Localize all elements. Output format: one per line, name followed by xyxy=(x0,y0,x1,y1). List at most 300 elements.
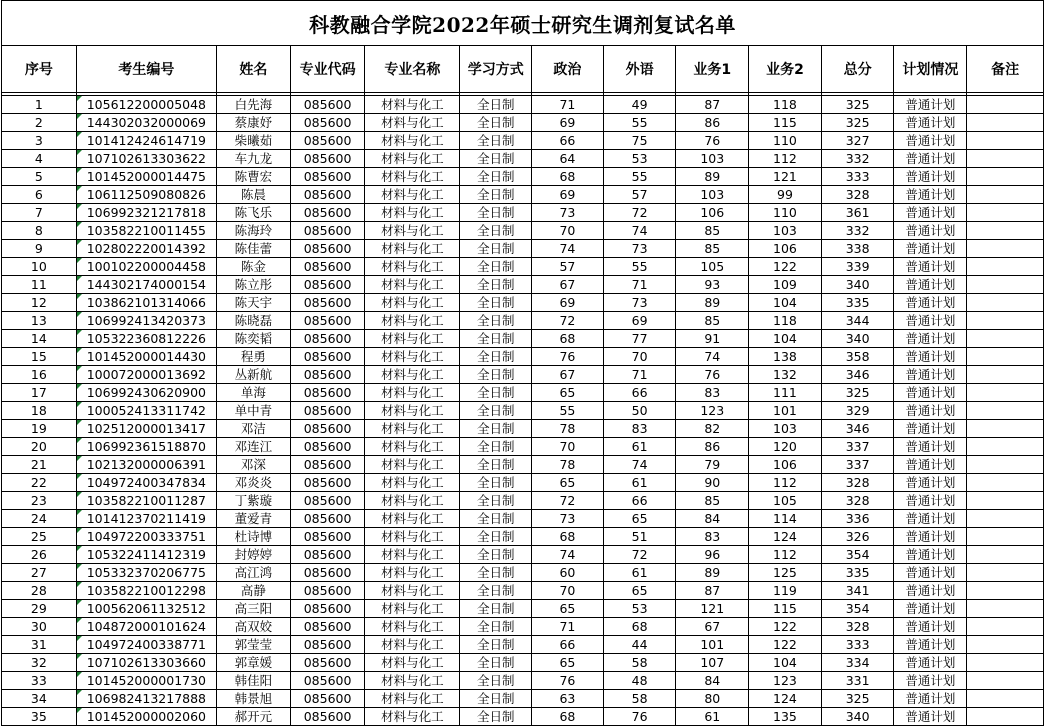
cell-name[interactable]: 高江鸿 xyxy=(217,564,291,582)
header-study-mode[interactable]: 学习方式 xyxy=(460,46,532,93)
cell-subject-2[interactable]: 106 xyxy=(749,456,822,474)
cell-total[interactable]: 337 xyxy=(821,438,894,456)
cell-politics[interactable]: 64 xyxy=(532,150,604,168)
cell-remarks[interactable] xyxy=(967,240,1044,258)
cell-major-name[interactable]: 材料与化工 xyxy=(365,222,460,240)
cell-total[interactable]: 346 xyxy=(821,420,894,438)
cell-plan[interactable]: 普通计划 xyxy=(894,366,967,384)
cell-major-code[interactable]: 085600 xyxy=(290,294,365,312)
cell-subject-2[interactable]: 112 xyxy=(749,150,822,168)
cell-index[interactable]: 30 xyxy=(2,618,77,636)
cell-subject-1[interactable]: 87 xyxy=(676,582,749,600)
cell-foreign-language[interactable]: 74 xyxy=(603,456,676,474)
cell-major-code[interactable]: 085600 xyxy=(290,168,365,186)
cell-study-mode[interactable]: 全日制 xyxy=(460,474,532,492)
cell-foreign-language[interactable]: 73 xyxy=(603,294,676,312)
cell-major-code[interactable]: 085600 xyxy=(290,240,365,258)
cell-subject-1[interactable]: 91 xyxy=(676,330,749,348)
cell-major-code[interactable]: 085600 xyxy=(290,384,365,402)
cell-index[interactable]: 16 xyxy=(2,366,77,384)
cell-name[interactable]: 邓连江 xyxy=(217,438,291,456)
cell-study-mode[interactable]: 全日制 xyxy=(460,348,532,366)
header-plan[interactable]: 计划情况 xyxy=(894,46,967,93)
cell-major-code[interactable]: 085600 xyxy=(290,348,365,366)
cell-remarks[interactable] xyxy=(967,672,1044,690)
cell-total[interactable]: 344 xyxy=(821,312,894,330)
cell-major-name[interactable]: 材料与化工 xyxy=(365,150,460,168)
cell-subject-2[interactable]: 123 xyxy=(749,672,822,690)
cell-plan[interactable]: 普通计划 xyxy=(894,132,967,150)
cell-subject-2[interactable]: 110 xyxy=(749,204,822,222)
cell-exam-id[interactable]: 103582210012298 xyxy=(76,582,216,600)
cell-total[interactable]: 333 xyxy=(821,636,894,654)
cell-major-code[interactable]: 085600 xyxy=(290,618,365,636)
cell-exam-id[interactable]: 104972400347834 xyxy=(76,474,216,492)
cell-index[interactable]: 13 xyxy=(2,312,77,330)
cell-foreign-language[interactable]: 49 xyxy=(603,96,676,114)
cell-index[interactable]: 23 xyxy=(2,492,77,510)
cell-politics[interactable]: 65 xyxy=(532,474,604,492)
cell-subject-1[interactable]: 103 xyxy=(676,186,749,204)
cell-subject-2[interactable]: 122 xyxy=(749,636,822,654)
cell-study-mode[interactable]: 全日制 xyxy=(460,240,532,258)
cell-subject-2[interactable]: 109 xyxy=(749,276,822,294)
cell-major-name[interactable]: 材料与化工 xyxy=(365,672,460,690)
cell-major-name[interactable]: 材料与化工 xyxy=(365,204,460,222)
cell-name[interactable]: 陈海玲 xyxy=(217,222,291,240)
cell-exam-id[interactable]: 100052413311742 xyxy=(76,402,216,420)
cell-foreign-language[interactable]: 66 xyxy=(603,492,676,510)
cell-subject-1[interactable]: 83 xyxy=(676,384,749,402)
cell-major-code[interactable]: 085600 xyxy=(290,150,365,168)
cell-index[interactable]: 34 xyxy=(2,690,77,708)
header-total[interactable]: 总分 xyxy=(821,46,894,93)
cell-remarks[interactable] xyxy=(967,276,1044,294)
cell-exam-id[interactable]: 101452000001730 xyxy=(76,672,216,690)
cell-subject-2[interactable]: 138 xyxy=(749,348,822,366)
cell-index[interactable]: 15 xyxy=(2,348,77,366)
cell-exam-id[interactable]: 100102200004458 xyxy=(76,258,216,276)
cell-subject-2[interactable]: 112 xyxy=(749,474,822,492)
cell-subject-2[interactable]: 104 xyxy=(749,654,822,672)
cell-exam-id[interactable]: 104872000101624 xyxy=(76,618,216,636)
cell-remarks[interactable] xyxy=(967,402,1044,420)
cell-total[interactable]: 328 xyxy=(821,618,894,636)
cell-study-mode[interactable]: 全日制 xyxy=(460,420,532,438)
cell-plan[interactable]: 普通计划 xyxy=(894,600,967,618)
cell-index[interactable]: 17 xyxy=(2,384,77,402)
cell-index[interactable]: 26 xyxy=(2,546,77,564)
cell-index[interactable]: 21 xyxy=(2,456,77,474)
cell-major-name[interactable]: 材料与化工 xyxy=(365,528,460,546)
cell-study-mode[interactable]: 全日制 xyxy=(460,258,532,276)
cell-study-mode[interactable]: 全日制 xyxy=(460,276,532,294)
cell-major-name[interactable]: 材料与化工 xyxy=(365,402,460,420)
cell-plan[interactable]: 普通计划 xyxy=(894,348,967,366)
cell-subject-1[interactable]: 82 xyxy=(676,420,749,438)
cell-plan[interactable]: 普通计划 xyxy=(894,510,967,528)
cell-major-name[interactable]: 材料与化工 xyxy=(365,420,460,438)
cell-index[interactable]: 11 xyxy=(2,276,77,294)
cell-remarks[interactable] xyxy=(967,294,1044,312)
cell-plan[interactable]: 普通计划 xyxy=(894,294,967,312)
cell-study-mode[interactable]: 全日制 xyxy=(460,438,532,456)
cell-major-code[interactable]: 085600 xyxy=(290,114,365,132)
cell-foreign-language[interactable]: 55 xyxy=(603,114,676,132)
cell-subject-1[interactable]: 86 xyxy=(676,114,749,132)
cell-exam-id[interactable]: 102802220014392 xyxy=(76,240,216,258)
cell-index[interactable]: 9 xyxy=(2,240,77,258)
cell-remarks[interactable] xyxy=(967,690,1044,708)
cell-name[interactable]: 邓洁 xyxy=(217,420,291,438)
cell-total[interactable]: 329 xyxy=(821,402,894,420)
cell-major-code[interactable]: 085600 xyxy=(290,654,365,672)
cell-politics[interactable]: 70 xyxy=(532,222,604,240)
cell-major-code[interactable]: 085600 xyxy=(290,708,365,726)
cell-study-mode[interactable]: 全日制 xyxy=(460,186,532,204)
cell-politics[interactable]: 73 xyxy=(532,510,604,528)
cell-name[interactable]: 陈飞乐 xyxy=(217,204,291,222)
cell-politics[interactable]: 73 xyxy=(532,204,604,222)
cell-major-name[interactable]: 材料与化工 xyxy=(365,312,460,330)
cell-total[interactable]: 335 xyxy=(821,294,894,312)
cell-foreign-language[interactable]: 68 xyxy=(603,618,676,636)
cell-plan[interactable]: 普通计划 xyxy=(894,168,967,186)
cell-plan[interactable]: 普通计划 xyxy=(894,420,967,438)
cell-subject-1[interactable]: 74 xyxy=(676,348,749,366)
cell-major-name[interactable]: 材料与化工 xyxy=(365,618,460,636)
cell-index[interactable]: 14 xyxy=(2,330,77,348)
cell-subject-2[interactable]: 119 xyxy=(749,582,822,600)
cell-major-name[interactable]: 材料与化工 xyxy=(365,564,460,582)
cell-major-name[interactable]: 材料与化工 xyxy=(365,510,460,528)
cell-major-code[interactable]: 085600 xyxy=(290,222,365,240)
cell-remarks[interactable] xyxy=(967,456,1044,474)
cell-remarks[interactable] xyxy=(967,510,1044,528)
cell-name[interactable]: 杜诗博 xyxy=(217,528,291,546)
header-subject-2[interactable]: 业务2 xyxy=(749,46,822,93)
cell-total[interactable]: 339 xyxy=(821,258,894,276)
cell-subject-2[interactable]: 104 xyxy=(749,294,822,312)
cell-foreign-language[interactable]: 55 xyxy=(603,258,676,276)
cell-study-mode[interactable]: 全日制 xyxy=(460,384,532,402)
cell-foreign-language[interactable]: 73 xyxy=(603,240,676,258)
cell-politics[interactable]: 68 xyxy=(532,528,604,546)
cell-index[interactable]: 24 xyxy=(2,510,77,528)
cell-study-mode[interactable]: 全日制 xyxy=(460,690,532,708)
cell-study-mode[interactable]: 全日制 xyxy=(460,456,532,474)
cell-foreign-language[interactable]: 77 xyxy=(603,330,676,348)
cell-subject-1[interactable]: 76 xyxy=(676,132,749,150)
cell-name[interactable]: 邓炎炎 xyxy=(217,474,291,492)
cell-index[interactable]: 22 xyxy=(2,474,77,492)
cell-total[interactable]: 335 xyxy=(821,564,894,582)
cell-politics[interactable]: 74 xyxy=(532,240,604,258)
cell-plan[interactable]: 普通计划 xyxy=(894,438,967,456)
cell-plan[interactable]: 普通计划 xyxy=(894,402,967,420)
cell-subject-2[interactable]: 111 xyxy=(749,384,822,402)
cell-major-name[interactable]: 材料与化工 xyxy=(365,708,460,726)
cell-remarks[interactable] xyxy=(967,132,1044,150)
cell-name[interactable]: 陈晓磊 xyxy=(217,312,291,330)
cell-major-code[interactable]: 085600 xyxy=(290,600,365,618)
cell-remarks[interactable] xyxy=(967,582,1044,600)
cell-index[interactable]: 3 xyxy=(2,132,77,150)
cell-total[interactable]: 328 xyxy=(821,492,894,510)
cell-exam-id[interactable]: 105322411412319 xyxy=(76,546,216,564)
cell-major-code[interactable]: 085600 xyxy=(290,582,365,600)
cell-plan[interactable]: 普通计划 xyxy=(894,618,967,636)
cell-foreign-language[interactable]: 51 xyxy=(603,528,676,546)
header-politics[interactable]: 政治 xyxy=(532,46,604,93)
cell-exam-id[interactable]: 107102613303660 xyxy=(76,654,216,672)
cell-major-name[interactable]: 材料与化工 xyxy=(365,258,460,276)
cell-exam-id[interactable]: 101412370211419 xyxy=(76,510,216,528)
cell-subject-2[interactable]: 122 xyxy=(749,618,822,636)
cell-subject-1[interactable]: 96 xyxy=(676,546,749,564)
cell-politics[interactable]: 70 xyxy=(532,438,604,456)
cell-major-code[interactable]: 085600 xyxy=(290,438,365,456)
cell-subject-2[interactable]: 120 xyxy=(749,438,822,456)
cell-total[interactable]: 341 xyxy=(821,582,894,600)
cell-major-code[interactable]: 085600 xyxy=(290,330,365,348)
cell-foreign-language[interactable]: 50 xyxy=(603,402,676,420)
cell-major-code[interactable]: 085600 xyxy=(290,564,365,582)
cell-major-name[interactable]: 材料与化工 xyxy=(365,384,460,402)
cell-foreign-language[interactable]: 48 xyxy=(603,672,676,690)
cell-foreign-language[interactable]: 74 xyxy=(603,222,676,240)
cell-foreign-language[interactable]: 61 xyxy=(603,474,676,492)
cell-total[interactable]: 325 xyxy=(821,690,894,708)
cell-exam-id[interactable]: 106992321217818 xyxy=(76,204,216,222)
cell-major-code[interactable]: 085600 xyxy=(290,186,365,204)
cell-politics[interactable]: 76 xyxy=(532,672,604,690)
header-exam-id[interactable]: 考生编号 xyxy=(76,46,216,93)
cell-remarks[interactable] xyxy=(967,420,1044,438)
cell-name[interactable]: 韩佳阳 xyxy=(217,672,291,690)
cell-subject-2[interactable]: 114 xyxy=(749,510,822,528)
cell-plan[interactable]: 普通计划 xyxy=(894,654,967,672)
cell-remarks[interactable] xyxy=(967,618,1044,636)
cell-major-name[interactable]: 材料与化工 xyxy=(365,330,460,348)
cell-index[interactable]: 29 xyxy=(2,600,77,618)
cell-study-mode[interactable]: 全日制 xyxy=(460,114,532,132)
cell-subject-2[interactable]: 104 xyxy=(749,330,822,348)
cell-major-name[interactable]: 材料与化工 xyxy=(365,186,460,204)
cell-study-mode[interactable]: 全日制 xyxy=(460,492,532,510)
cell-politics[interactable]: 70 xyxy=(532,582,604,600)
cell-subject-1[interactable]: 93 xyxy=(676,276,749,294)
cell-total[interactable]: 325 xyxy=(821,114,894,132)
cell-remarks[interactable] xyxy=(967,528,1044,546)
cell-major-name[interactable]: 材料与化工 xyxy=(365,438,460,456)
cell-politics[interactable]: 69 xyxy=(532,114,604,132)
header-remarks[interactable]: 备注 xyxy=(967,46,1044,93)
cell-major-name[interactable]: 材料与化工 xyxy=(365,276,460,294)
cell-subject-1[interactable]: 89 xyxy=(676,294,749,312)
cell-name[interactable]: 程勇 xyxy=(217,348,291,366)
cell-foreign-language[interactable]: 57 xyxy=(603,186,676,204)
cell-foreign-language[interactable]: 75 xyxy=(603,132,676,150)
cell-remarks[interactable] xyxy=(967,114,1044,132)
cell-remarks[interactable] xyxy=(967,438,1044,456)
cell-exam-id[interactable]: 103862101314066 xyxy=(76,294,216,312)
cell-remarks[interactable] xyxy=(967,564,1044,582)
cell-study-mode[interactable]: 全日制 xyxy=(460,204,532,222)
cell-total[interactable]: 338 xyxy=(821,240,894,258)
cell-politics[interactable]: 76 xyxy=(532,348,604,366)
cell-politics[interactable]: 69 xyxy=(532,294,604,312)
cell-study-mode[interactable]: 全日制 xyxy=(460,600,532,618)
cell-subject-2[interactable]: 118 xyxy=(749,312,822,330)
cell-major-name[interactable]: 材料与化工 xyxy=(365,366,460,384)
cell-name[interactable]: 车九龙 xyxy=(217,150,291,168)
header-index[interactable]: 序号 xyxy=(2,46,77,93)
cell-name[interactable]: 郭莹莹 xyxy=(217,636,291,654)
cell-subject-2[interactable]: 112 xyxy=(749,546,822,564)
cell-remarks[interactable] xyxy=(967,492,1044,510)
cell-name[interactable]: 高双姣 xyxy=(217,618,291,636)
cell-name[interactable]: 蔡康妤 xyxy=(217,114,291,132)
cell-politics[interactable]: 67 xyxy=(532,276,604,294)
cell-remarks[interactable] xyxy=(967,204,1044,222)
cell-exam-id[interactable]: 103582210011455 xyxy=(76,222,216,240)
cell-subject-1[interactable]: 61 xyxy=(676,708,749,726)
cell-exam-id[interactable]: 103582210011287 xyxy=(76,492,216,510)
cell-politics[interactable]: 63 xyxy=(532,690,604,708)
cell-index[interactable]: 33 xyxy=(2,672,77,690)
cell-subject-2[interactable]: 105 xyxy=(749,492,822,510)
cell-exam-id[interactable]: 101452000002060 xyxy=(76,708,216,726)
cell-study-mode[interactable]: 全日制 xyxy=(460,150,532,168)
cell-politics[interactable]: 78 xyxy=(532,456,604,474)
cell-index[interactable]: 12 xyxy=(2,294,77,312)
cell-politics[interactable]: 74 xyxy=(532,546,604,564)
cell-subject-2[interactable]: 135 xyxy=(749,708,822,726)
cell-politics[interactable]: 78 xyxy=(532,420,604,438)
cell-plan[interactable]: 普通计划 xyxy=(894,222,967,240)
cell-index[interactable]: 20 xyxy=(2,438,77,456)
cell-major-code[interactable]: 085600 xyxy=(290,132,365,150)
cell-index[interactable]: 31 xyxy=(2,636,77,654)
cell-major-name[interactable]: 材料与化工 xyxy=(365,348,460,366)
cell-exam-id[interactable]: 104972200333751 xyxy=(76,528,216,546)
cell-plan[interactable]: 普通计划 xyxy=(894,708,967,726)
cell-exam-id[interactable]: 106982413217888 xyxy=(76,690,216,708)
sheet-title[interactable]: 科教融合学院2022年硕士研究生调剂复试名单 xyxy=(1,0,1044,45)
cell-politics[interactable]: 68 xyxy=(532,168,604,186)
cell-subject-1[interactable]: 101 xyxy=(676,636,749,654)
cell-major-code[interactable]: 085600 xyxy=(290,276,365,294)
cell-foreign-language[interactable]: 65 xyxy=(603,510,676,528)
cell-study-mode[interactable]: 全日制 xyxy=(460,168,532,186)
cell-plan[interactable]: 普通计划 xyxy=(894,564,967,582)
cell-name[interactable]: 高静 xyxy=(217,582,291,600)
cell-remarks[interactable] xyxy=(967,168,1044,186)
cell-foreign-language[interactable]: 66 xyxy=(603,384,676,402)
cell-total[interactable]: 340 xyxy=(821,276,894,294)
cell-subject-2[interactable]: 101 xyxy=(749,402,822,420)
cell-study-mode[interactable]: 全日制 xyxy=(460,132,532,150)
cell-total[interactable]: 333 xyxy=(821,168,894,186)
cell-total[interactable]: 328 xyxy=(821,474,894,492)
cell-total[interactable]: 336 xyxy=(821,510,894,528)
cell-major-code[interactable]: 085600 xyxy=(290,204,365,222)
cell-subject-1[interactable]: 90 xyxy=(676,474,749,492)
cell-politics[interactable]: 55 xyxy=(532,402,604,420)
cell-exam-id[interactable]: 100072000013692 xyxy=(76,366,216,384)
cell-subject-2[interactable]: 132 xyxy=(749,366,822,384)
cell-politics[interactable]: 66 xyxy=(532,636,604,654)
cell-study-mode[interactable]: 全日制 xyxy=(460,636,532,654)
cell-exam-id[interactable]: 106112509080826 xyxy=(76,186,216,204)
cell-total[interactable]: 361 xyxy=(821,204,894,222)
cell-major-code[interactable]: 085600 xyxy=(290,546,365,564)
header-major-name[interactable]: 专业名称 xyxy=(365,46,460,93)
cell-name[interactable]: 单海 xyxy=(217,384,291,402)
cell-plan[interactable]: 普通计划 xyxy=(894,690,967,708)
cell-major-name[interactable]: 材料与化工 xyxy=(365,654,460,672)
cell-subject-1[interactable]: 80 xyxy=(676,690,749,708)
cell-name[interactable]: 陈晨 xyxy=(217,186,291,204)
header-foreign-language[interactable]: 外语 xyxy=(603,46,676,93)
cell-major-name[interactable]: 材料与化工 xyxy=(365,168,460,186)
cell-subject-2[interactable]: 103 xyxy=(749,222,822,240)
cell-remarks[interactable] xyxy=(967,366,1044,384)
cell-subject-2[interactable]: 106 xyxy=(749,240,822,258)
cell-study-mode[interactable]: 全日制 xyxy=(460,294,532,312)
cell-subject-1[interactable]: 85 xyxy=(676,222,749,240)
cell-major-code[interactable]: 085600 xyxy=(290,528,365,546)
cell-remarks[interactable] xyxy=(967,474,1044,492)
cell-plan[interactable]: 普通计划 xyxy=(894,636,967,654)
cell-remarks[interactable] xyxy=(967,546,1044,564)
cell-subject-1[interactable]: 86 xyxy=(676,438,749,456)
cell-foreign-language[interactable]: 55 xyxy=(603,168,676,186)
cell-subject-2[interactable]: 103 xyxy=(749,420,822,438)
cell-subject-2[interactable]: 125 xyxy=(749,564,822,582)
cell-study-mode[interactable]: 全日制 xyxy=(460,564,532,582)
cell-plan[interactable]: 普通计划 xyxy=(894,546,967,564)
cell-name[interactable]: 高三阳 xyxy=(217,600,291,618)
cell-exam-id[interactable]: 106992413420373 xyxy=(76,312,216,330)
cell-name[interactable]: 丛新航 xyxy=(217,366,291,384)
cell-major-code[interactable]: 085600 xyxy=(290,690,365,708)
cell-politics[interactable]: 67 xyxy=(532,366,604,384)
cell-subject-1[interactable]: 83 xyxy=(676,528,749,546)
cell-name[interactable]: 陈金 xyxy=(217,258,291,276)
cell-exam-id[interactable]: 102512000013417 xyxy=(76,420,216,438)
cell-name[interactable]: 丁紫璇 xyxy=(217,492,291,510)
cell-subject-1[interactable]: 89 xyxy=(676,168,749,186)
cell-study-mode[interactable]: 全日制 xyxy=(460,96,532,114)
cell-total[interactable]: 325 xyxy=(821,384,894,402)
cell-name[interactable]: 陈佳蕾 xyxy=(217,240,291,258)
cell-total[interactable]: 340 xyxy=(821,708,894,726)
cell-exam-id[interactable]: 105612200005048 xyxy=(76,96,216,114)
cell-politics[interactable]: 71 xyxy=(532,96,604,114)
cell-study-mode[interactable]: 全日制 xyxy=(460,366,532,384)
cell-study-mode[interactable]: 全日制 xyxy=(460,528,532,546)
cell-major-code[interactable]: 085600 xyxy=(290,258,365,276)
cell-remarks[interactable] xyxy=(967,654,1044,672)
cell-plan[interactable]: 普通计划 xyxy=(894,582,967,600)
cell-name[interactable]: 封婷婷 xyxy=(217,546,291,564)
cell-major-name[interactable]: 材料与化工 xyxy=(365,240,460,258)
cell-plan[interactable]: 普通计划 xyxy=(894,492,967,510)
cell-index[interactable]: 7 xyxy=(2,204,77,222)
cell-major-code[interactable]: 085600 xyxy=(290,402,365,420)
